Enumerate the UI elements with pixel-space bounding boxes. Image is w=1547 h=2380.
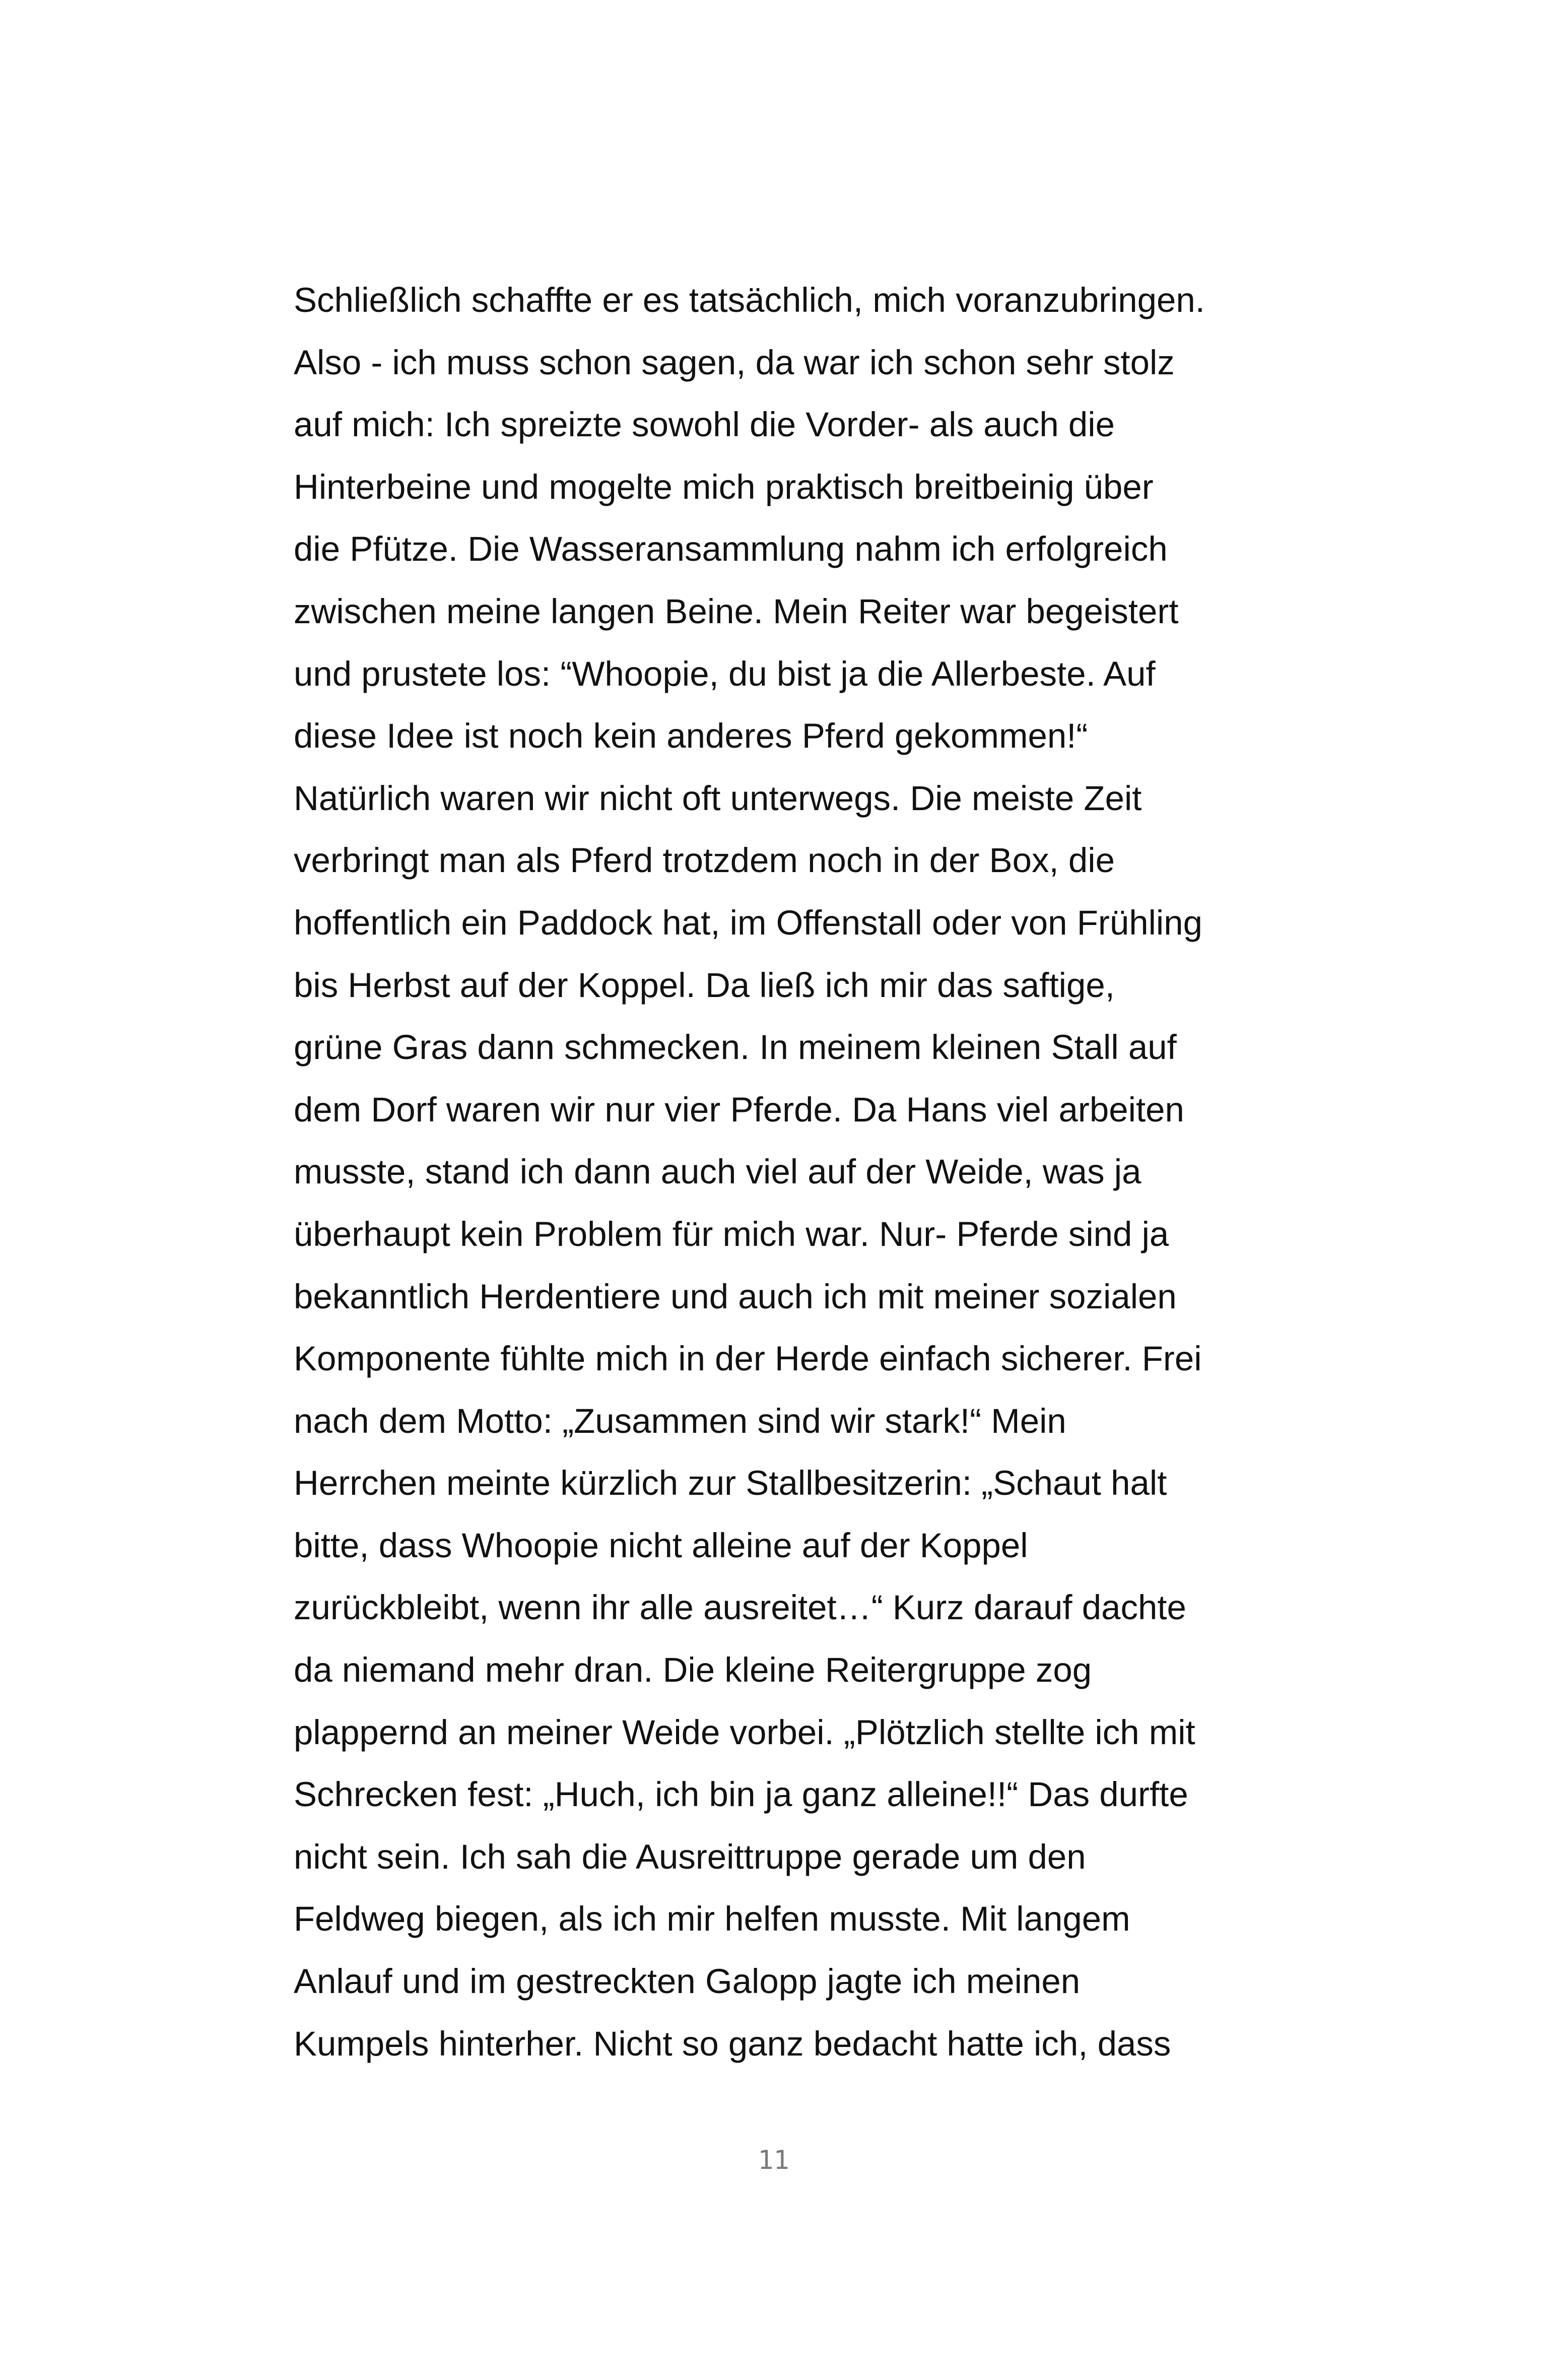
text-line: Hinterbeine und mogelte mich praktisch breitbeinig über bbox=[294, 467, 1154, 506]
text-line: Herrchen meinte kürzlich zur Stallbesitzerin: „Schaut halt bbox=[294, 1464, 1167, 1503]
text-line: musste, stand ich dann auch viel auf der Weide, was ja bbox=[294, 1152, 1141, 1192]
text-line: Schrecken fest: „Huch, ich bin ja ganz alleine!!“ Das durfte bbox=[294, 1775, 1188, 1814]
text-line: diese Idee ist noch kein anderes Pferd gekommen!“ bbox=[294, 716, 1088, 756]
text-line: Natürlich waren wir nicht oft unterwegs. Die meiste Zeit bbox=[294, 778, 1142, 818]
text-line: bitte, dass Whoopie nicht alleine auf der Koppel bbox=[294, 1526, 1028, 1565]
body-text bbox=[294, 276, 1301, 2082]
page-number: 11 bbox=[758, 2145, 789, 2175]
text-line: auf mich: Ich spreizte sowohl die Vorder- als auch die bbox=[294, 405, 1115, 444]
text-line: bekanntlich Herdentiere und auch ich mit meiner sozialen bbox=[294, 1277, 1177, 1316]
text-line: da niemand mehr dran. Die kleine Reitergruppe zog bbox=[294, 1650, 1092, 1690]
text-line: überhaupt kein Problem für mich war. Nur- Pferde sind ja bbox=[294, 1214, 1169, 1253]
text-line: dem Dorf waren wir nur vier Pferde. Da Hans viel arbeiten bbox=[294, 1090, 1184, 1129]
text-line: zurückbleibt, wenn ihr alle ausreitet…“ Kurz darauf dachte bbox=[294, 1588, 1186, 1627]
text-line: plappernd an meiner Weide vorbei. „Plötzlich stellte ich mit bbox=[294, 1712, 1195, 1752]
text-line: Feldweg biegen, als ich mir helfen musste. Mit langem bbox=[294, 1899, 1130, 1939]
text-line: die Pfütze. Die Wasseransammlung nahm ich erfolgreich bbox=[294, 530, 1168, 569]
text-line: bis Herbst auf der Koppel. Da ließ ich mir das saftige, bbox=[294, 965, 1115, 1005]
text-line: hoffentlich ein Paddock hat, im Offenstall oder von Frühling bbox=[294, 903, 1203, 942]
text-line: nicht sein. Ich sah die Ausreittruppe gerade um den bbox=[294, 1837, 1086, 1876]
text-line: zwischen meine langen Beine. Mein Reiter war begeistert bbox=[294, 591, 1179, 631]
text-line: grüne Gras dann schmecken. In meinem kleinen Stall auf bbox=[294, 1028, 1177, 1067]
text-line: nach dem Motto: „Zusammen sind wir stark!“ Mein bbox=[294, 1401, 1066, 1440]
text-line: Kumpels hinterher. Nicht so ganz bedacht hatte ich, dass bbox=[294, 2024, 1171, 2063]
text-line: und prustete los: “Whoopie, du bist ja die Allerbeste. Auf bbox=[294, 654, 1156, 693]
text-line: Anlauf und im gestreckten Galopp jagte ich meinen bbox=[294, 1962, 1081, 2001]
text-line: verbringt man als Pferd trotzdem noch in der Box, die bbox=[294, 841, 1115, 880]
text-line: Schließlich schaffte er es tatsächlich, mich voranzubringen. bbox=[294, 281, 1205, 319]
text-line: Komponente fühlte mich in der Herde einfach sicherer. Frei bbox=[294, 1339, 1202, 1378]
text-line: Also - ich muss schon sagen, da war ich schon sehr stolz bbox=[294, 343, 1175, 382]
